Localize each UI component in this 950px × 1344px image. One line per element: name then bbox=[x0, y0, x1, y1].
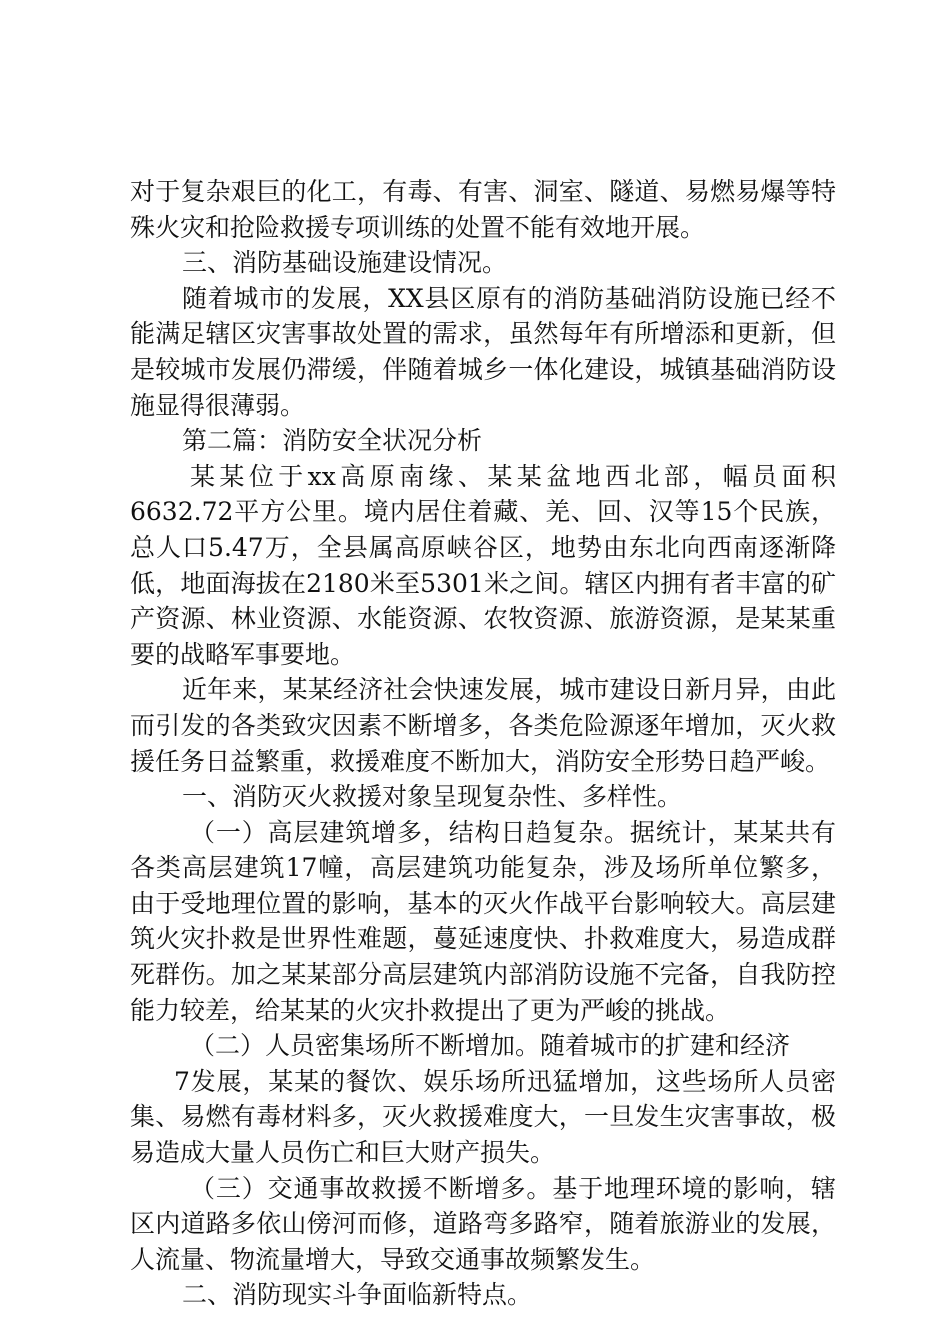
paragraph-traffic: （三）交通事故救援不断增多。基于地理环境的影响，辖区内道路多依山傍河而修，道路弯多路窄，随着旅游业的发展，人流量、物流量增大，导致交通事故频繁发生。 bbox=[130, 1173, 836, 1274]
document-body bbox=[130, 174, 836, 1313]
paragraph-overview: 某某位于xx高原南缘、某某盆地西北部，幅员面积6632.72平方公里。境内居住着藏、羌、回、汉等15个民族，总人口5.47万，全县属高原峡谷区，地势由东北向西南逐渐降低，地面海拔在2180米至5301米之间。辖区内拥有者丰富的矿产资源、林业资源、水能资源、农牧资源、旅游资源，是某某重要的战略军事要地。 bbox=[130, 461, 836, 669]
paragraph-recent-years: 近年来，某某经济社会快速发展，城市建设日新月异，由此而引发的各类致灾因素不断增多，各类危险源逐年增加，灭火救援任务日益繁重，救援难度不断加大，消防安全形势日趋严峻。 bbox=[130, 675, 836, 776]
chapter-title: 第二篇：消防安全状况分析 bbox=[182, 426, 483, 456]
paragraph-crowded-places-cont: 7发展，某某的餐饮、娱乐场所迅猛增加，这些场所人员密集、易燃有毒材料多，灭火救援难度大，一旦发生灾害事故，极易造成大量人员伤亡和巨大财产损失。 bbox=[130, 1066, 836, 1168]
section-heading-two: 二、消防现实斗争面临新特点。 bbox=[182, 1280, 533, 1310]
section-heading-one: 一、消防灭火救援对象呈现复杂性、多样性。 bbox=[182, 782, 683, 812]
paragraph-high-rise: （一）高层建筑增多，结构日趋复杂。据统计，某某共有各类高层建筑17幢，高层建筑功能复杂，涉及场所单位繁多，由于受地理位置的影响，基本的灭火作战平台影响较大。高层建筑火灾扑救是世界性难题，蔓延速度快、扑救难度大，易造成群死群伤。加之某某部分高层建筑内部消防设施不完备，自我防控能力较差，给某某的火灾扑救提出了更为严峻的挑战。 bbox=[130, 817, 836, 1025]
paragraph-crowded-places-start: （二）人员密集场所不断增加。随着城市的扩建和经济 bbox=[190, 1031, 791, 1061]
section-heading-three: 三、消防基础设施建设情况。 bbox=[182, 248, 508, 278]
paragraph-continuation: 对于复杂艰巨的化工，有毒、有害、洞室、隧道、易燃易爆等特殊火灾和抢险救援专项训练的处置不能有效地开展。 bbox=[130, 177, 836, 242]
paragraph-infrastructure: 随着城市的发展，XX县区原有的消防基础消防设施已经不能满足辖区灾害事故处置的需求，虽然每年有所增添和更新，但是较城市发展仍滞缓，伴随着城乡一体化建设，城镇基础消防设施显得很薄弱。 bbox=[130, 283, 836, 420]
